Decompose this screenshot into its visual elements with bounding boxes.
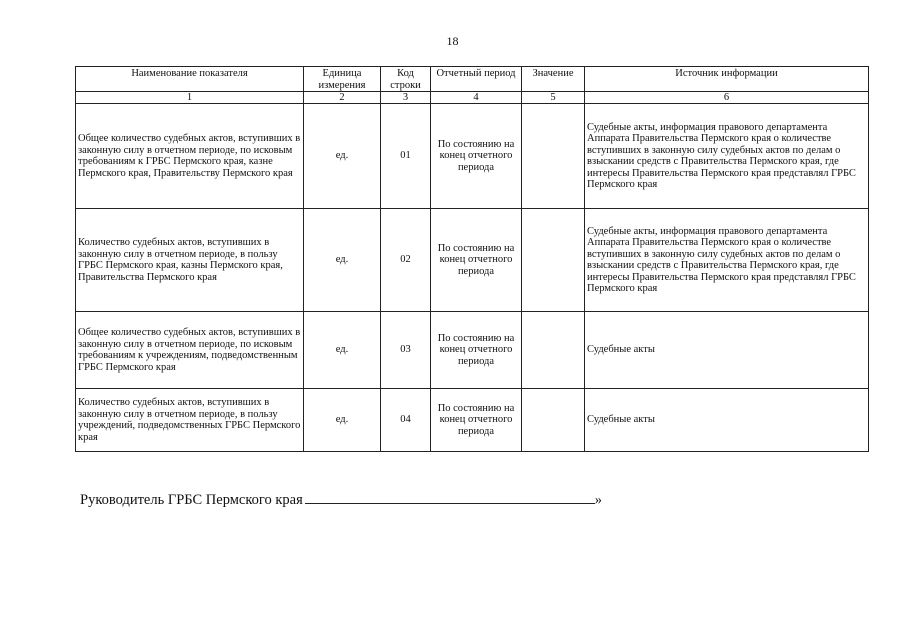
table-row [76, 104, 869, 209]
table-row [76, 209, 869, 312]
column-number: 6 [585, 92, 869, 104]
reporting-period-cell: По состоянию на конец отчетного периода [431, 312, 522, 389]
row-code-cell: 02 [381, 209, 431, 312]
unit-cell: ед. [304, 312, 381, 389]
row-code-cell: 01 [381, 104, 431, 209]
report-table [75, 66, 869, 452]
indicator-name-cell: Общее количество судебных актов, вступивших в законную силу в отчетном периоде, по исковым требованиям к ГРБС Пермского края, казне Пермского края, Правительству Пермского края [76, 104, 304, 209]
unit-cell: ед. [304, 104, 381, 209]
source-cell: Судебные акты [585, 312, 869, 389]
header-reporting-period: Отчетный период [431, 67, 522, 92]
unit-cell: ед. [304, 209, 381, 312]
unit-cell: ед. [304, 389, 381, 452]
column-number: 5 [522, 92, 585, 104]
source-cell: Судебные акты, информация правового департамента Аппарата Правительства Пермского края о количестве вступивших в законную силу судебных актов по делам о взыскании средств с Правительства Пермского края, где интересы Правительства Пермского края представлял ГРБС Пермского края [585, 209, 869, 312]
column-number: 4 [431, 92, 522, 104]
column-number: 1 [76, 92, 304, 104]
header-source: Источник информации [585, 67, 869, 92]
signature-label: Руководитель ГРБС Пермского края [80, 492, 303, 508]
page-number: 18 [446, 34, 459, 48]
column-number: 2 [304, 92, 381, 104]
source-cell: Судебные акты [585, 389, 869, 452]
indicator-name-cell: Количество судебных актов, вступивших в законную силу в отчетном периоде, в пользу ГРБС Пермского края, казны Пермского края, Правительства Пермского края [76, 209, 304, 312]
header-indicator-name: Наименование показателя [76, 67, 304, 92]
source-cell: Судебные акты, информация правового департамента Аппарата Правительства Пермского края о количестве вступивших в законную силу судебных актов по делам о взыскании средств с Правительства Пермского края, где интересы Правительства Пермского края представлял ГРБС Пермского края [585, 104, 869, 209]
table-row [76, 389, 869, 452]
header-unit: Единица измерения [304, 67, 381, 92]
signature-line[interactable] [305, 490, 595, 504]
row-code-cell: 03 [381, 312, 431, 389]
row-code-cell: 04 [381, 389, 431, 452]
indicator-name-cell: Количество судебных актов, вступивших в законную силу в отчетном периоде, в пользу учреждений, подведомственных ГРБС Пермского края [76, 389, 304, 452]
value-cell[interactable] [522, 312, 585, 389]
column-number: 3 [381, 92, 431, 104]
signature-block [80, 490, 602, 509]
header-row-code: Код строки [381, 67, 431, 92]
value-cell[interactable] [522, 104, 585, 209]
closing-quote: » [594, 492, 603, 508]
reporting-period-cell: По состоянию на конец отчетного периода [431, 209, 522, 312]
column-number-row [76, 92, 869, 104]
header-row [76, 67, 869, 92]
table-row [76, 312, 869, 389]
reporting-period-cell: По состоянию на конец отчетного периода [431, 389, 522, 452]
value-cell[interactable] [522, 389, 585, 452]
header-value: Значение [522, 67, 585, 92]
reporting-period-cell: По состоянию на конец отчетного периода [431, 104, 522, 209]
indicator-name-cell: Общее количество судебных актов, вступивших в законную силу в отчетном периоде, по исковым требованиям к учреждениям, подведомственным ГРБС Пермского края [76, 312, 304, 389]
value-cell[interactable] [522, 209, 585, 312]
